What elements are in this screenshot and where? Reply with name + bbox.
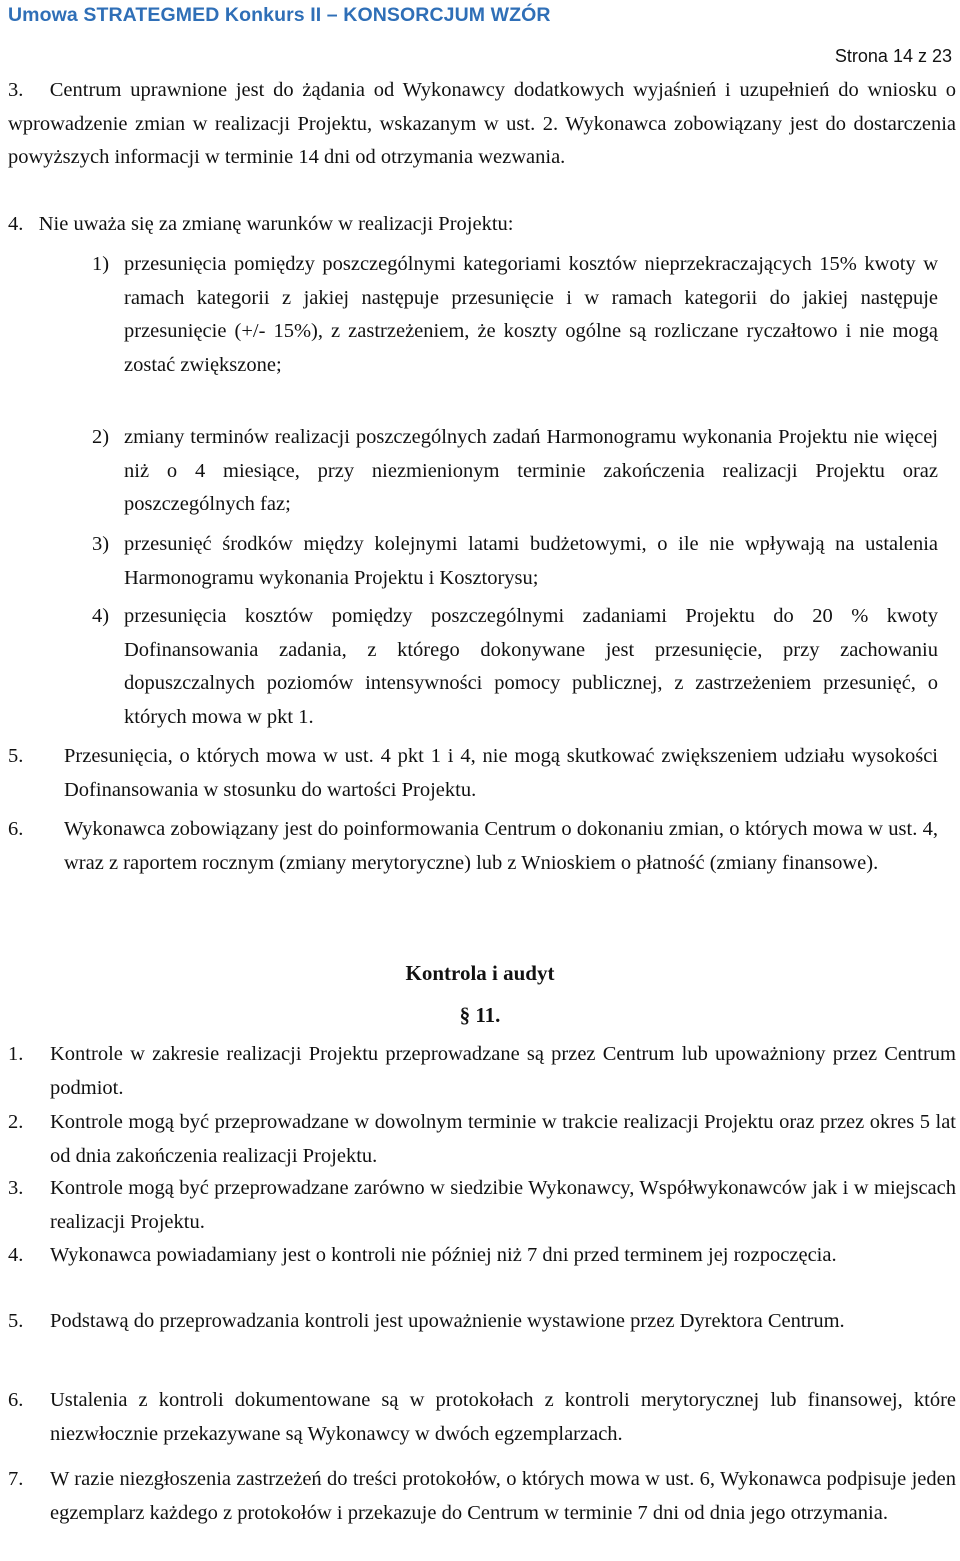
item-text: Wykonawca powiadamiany jest o kontroli nie później niż 7 dni przed terminem jej rozpoczęcia. xyxy=(50,1244,837,1266)
subitem-text: przesunięcia kosztów pomiędzy poszczególnymi zadaniami Projektu do 20 % kwoty Dofinansowania zadania, z którego dokonywane jest przesunięcie, przy zachowaniu dopuszczalnych poziomów intensywności pomocy publicznej, z zastrzeżeniem przesunięć, o których mowa w pkt 1. xyxy=(124,605,938,728)
subitem-number: 3) xyxy=(92,533,110,555)
subitem-text: zmiany terminów realizacji poszczególnych zadań Harmonogramu wykonania Projektu nie więcej niż o 4 miesiące, przy niezmienionym terminie zakończenia realizacji Projektu oraz poszczególnych faz; xyxy=(124,426,938,515)
item-number: 4. xyxy=(8,1244,24,1266)
item-number: 6. xyxy=(8,1389,24,1411)
subitem-number: 4) xyxy=(92,605,110,627)
item-text: Kontrole mogą być przeprowadzane zarówno w siedzibie Wykonawcy, Współwykonawców jak i w miejscach realizacji Projektu. xyxy=(50,1177,956,1233)
item-text: Przesunięcia, o których mowa w ust. 4 pkt 1 i 4, nie mogą skutkować zwiększeniem udziału wysokości Dofinansowania w stosunku do wartości Projektu. xyxy=(64,745,938,801)
subitem-text: przesunięć środków między kolejnymi latami budżetowymi, o ile nie wpływają na ustalenia Harmonogramu wykonania Projektu i Kosztorysu; xyxy=(124,533,938,589)
item-number: 2. xyxy=(8,1111,24,1133)
item-number: 4. xyxy=(8,213,24,235)
list-item xyxy=(8,74,956,175)
item-number: 6. xyxy=(8,818,24,840)
item-number: 7. xyxy=(8,1468,24,1490)
item-text: Podstawą do przeprowadzania kontroli jest upoważnienie wystawione przez Dyrektora Centrum. xyxy=(50,1310,845,1332)
item-text: Wykonawca zobowiązany jest do poinformowania Centrum o dokonaniu zmian, o których mowa w ust. 4, wraz z raportem rocznym (zmiany merytoryczne) lub z Wnioskiem o płatność (zmiany finansowe). xyxy=(64,818,938,874)
item-number: 5. xyxy=(8,1310,24,1332)
section-paragraph-number: § 11. xyxy=(459,1003,501,1027)
subitem-number: 1) xyxy=(92,253,110,275)
item-text: Kontrole w zakresie realizacji Projektu przeprowadzane są przez Centrum lub upoważniony przez Centrum podmiot. xyxy=(50,1043,956,1099)
subitem-number: 2) xyxy=(92,426,110,448)
list-item xyxy=(8,208,956,242)
page-number: Strona 14 z 23 xyxy=(834,46,952,66)
item-text: Ustalenia z kontroli dokumentowane są w protokołach z kontroli merytorycznej lub finansowej, które niezwłocznie przekazywane są Wykonawcy w dwóch egzemplarzach. xyxy=(50,1389,956,1445)
section-heading: Kontrola i audyt xyxy=(405,961,555,985)
document-header-title: Umowa STRATEGMED Konkurs II – KONSORCJUM WZÓR xyxy=(8,4,551,26)
item-text: Nie uważa się za zmianę warunków w realizacji Projektu: xyxy=(38,213,514,235)
item-text: Kontrole mogą być przeprowadzane w dowolnym terminie w trakcie realizacji Projektu oraz przez okres 5 lat od dnia zakończenia realizacji Projektu. xyxy=(50,1111,956,1167)
item-number: 3. xyxy=(8,1177,24,1199)
item-number: 3. xyxy=(8,79,24,101)
item-text: Centrum uprawnione jest do żądania od Wykonawcy dodatkowych wyjaśnień i uzupełnień do wniosku o wprowadzenie zmian w realizacji Projektu, wskazanym w ust. 2. Wykonawca zobowiązany jest do dostarczenia powyższych informacji w terminie 14 dni od otrzymania wezwania. xyxy=(8,79,956,168)
item-text: W razie niezgłoszenia zastrzeżeń do treści protokołów, o których mowa w ust. 6, Wykonawca podpisuje jeden egzemplarz każdego z protokołów i przekazuje do Centrum w terminie 7 dni od dnia jego otrzymania. xyxy=(50,1468,956,1524)
item-number: 1. xyxy=(8,1043,24,1065)
item-number: 5. xyxy=(8,745,24,767)
subitem-text: przesunięcia pomiędzy poszczególnymi kategoriami kosztów nieprzekraczających 15% kwoty w ramach kategorii z jakiej następuje przesunięcie i w ramach kategorii do jakiej następuje przesunięcie (+/- 15%), z zastrzeżeniem, że koszty ogólne są rozliczane ryczałtowo i nie mogą zostać zwiększone; xyxy=(124,253,938,376)
